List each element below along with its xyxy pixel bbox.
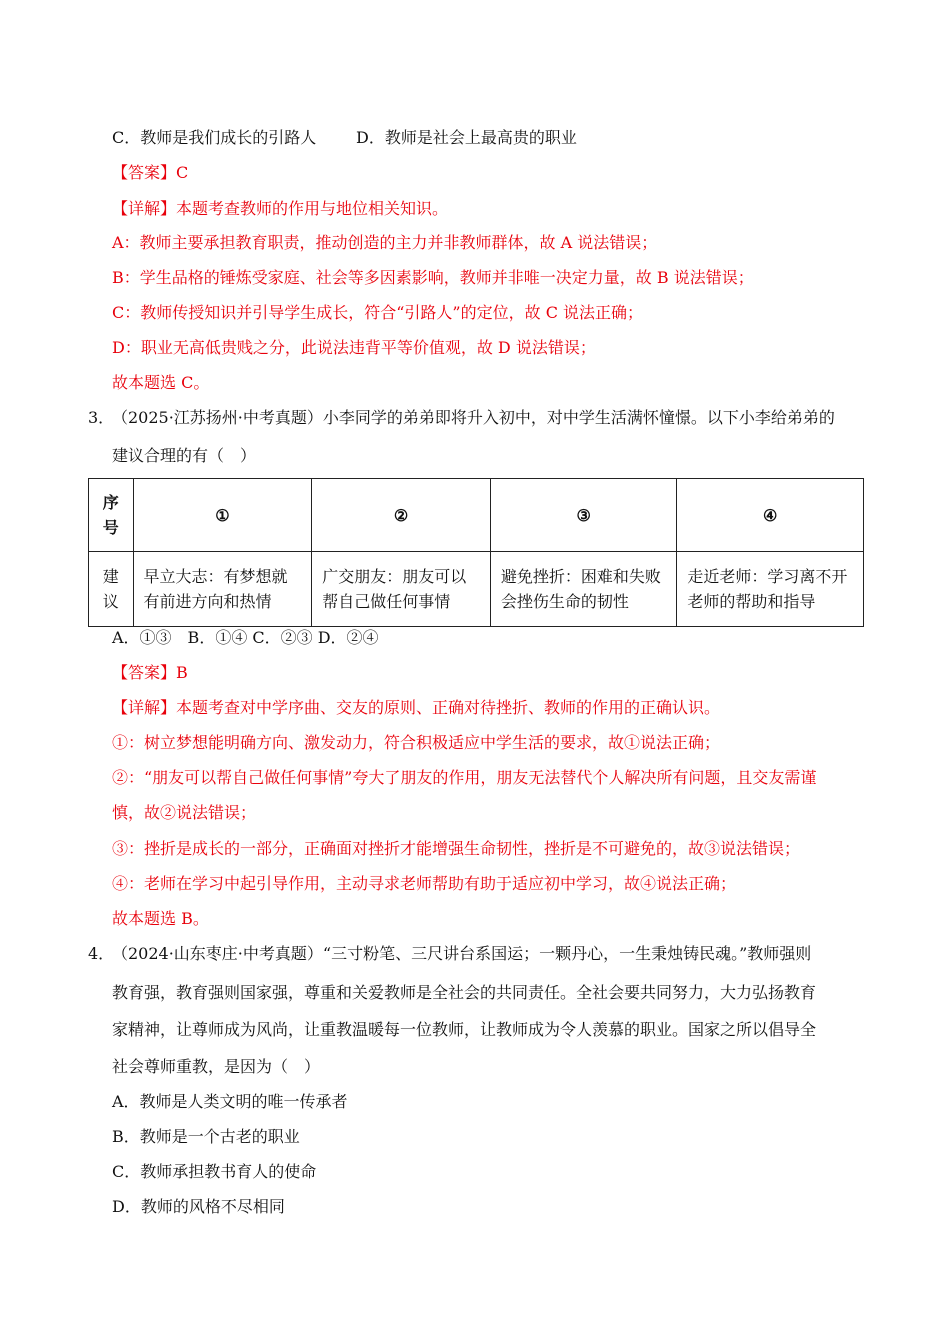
cell-text: 广交朋友：朋友可以 bbox=[322, 567, 467, 586]
explanation-line: A：教师主要承担教育职责，推动创造的主力并非教师群体，故 A 说法错误； bbox=[112, 233, 658, 252]
option-b: B．教师是一个古老的职业 bbox=[112, 1127, 300, 1146]
table-cell bbox=[490, 552, 677, 627]
table-header-row bbox=[89, 479, 864, 552]
question-stem: 教育强，教育强则国家强，尊重和关爱教师是全社会的共同责任。全社会要共同努力，大力弘扬教育 bbox=[112, 983, 817, 1002]
header-label-char: 序 bbox=[102, 493, 119, 512]
explanation-line: B：学生品格的锤炼受家庭、社会等多因素影响，教师并非唯一决定力量，故 B 说法错误； bbox=[112, 268, 754, 287]
question-stem: （2025·江苏扬州·中考真题）小李同学的弟弟即将升入初中，对中学生活满怀憧憬。以下小李给弟弟的 bbox=[112, 408, 835, 427]
cell-text: 会挫伤生命的韧性 bbox=[500, 592, 629, 611]
explanation-line: ④：老师在学习中起引导作用，主动寻求老师帮助有助于适应初中学习，故④说法正确； bbox=[112, 874, 737, 893]
column-header: ④ bbox=[677, 479, 864, 552]
table-header-label bbox=[89, 479, 134, 552]
question-stem: 社会尊师重教，是因为（ ） bbox=[112, 1057, 321, 1076]
question-number: 4． bbox=[88, 944, 115, 963]
explanation-line: 【详解】本题考查对中学序曲、交友的原则、正确对待挫折、教师的作用的正确认识。 bbox=[112, 698, 721, 717]
option-d: D．教师的风格不尽相同 bbox=[112, 1197, 285, 1216]
table-row bbox=[89, 552, 864, 627]
row-label-char: 建 bbox=[102, 567, 119, 586]
explanation-line: 【详解】本题考查教师的作用与地位相关知识。 bbox=[112, 199, 449, 218]
column-header: ① bbox=[133, 479, 312, 552]
option-c: C．教师是我们成长的引路人 bbox=[112, 128, 317, 147]
cell-text: 帮自己做任何事情 bbox=[322, 592, 451, 611]
question-stem: 建议合理的有（ ） bbox=[112, 446, 257, 465]
explanation-line: ③：挫折是成长的一部分，正确面对挫折才能增强生命韧性，挫折是不可避免的，故③说法错误； bbox=[112, 839, 801, 858]
table-cell bbox=[312, 552, 491, 627]
explanation-line: ②：“朋友可以帮自己做任何事情”夸大了朋友的作用，朋友无法替代个人解决所有问题，且交友需谨 bbox=[112, 768, 817, 787]
conclusion: 故本题选 C。 bbox=[112, 373, 210, 392]
table-cell bbox=[133, 552, 312, 627]
question-stem: 家精神，让尊师成为风尚，让重教温暖每一位教师，让教师成为令人羡慕的职业。国家之所以倡导全 bbox=[112, 1020, 817, 1039]
cell-text: 老师的帮助和指导 bbox=[687, 592, 816, 611]
cell-text: 早立大志：有梦想就 bbox=[143, 567, 288, 586]
table-row-label bbox=[89, 552, 134, 627]
conclusion: 故本题选 B。 bbox=[112, 909, 209, 928]
question-stem: （2024·山东枣庄·中考真题）“三寸粉笔、三尺讲台系国运；一颗丹心，一生秉烛铸民魂。”教师强则 bbox=[112, 944, 812, 963]
option-d: D．教师是社会上最高贵的职业 bbox=[356, 128, 577, 147]
explanation-line: C：教师传授知识并引导学生成长，符合“引路人”的定位，故 C 说法正确； bbox=[112, 303, 644, 322]
suggestion-table bbox=[88, 478, 864, 627]
explanation-line: ①：树立梦想能明确方向、激发动力，符合积极适应中学生活的要求，故①说法正确； bbox=[112, 733, 721, 752]
option-a: A．教师是人类文明的唯一传承者 bbox=[112, 1092, 348, 1111]
column-header: ② bbox=[312, 479, 491, 552]
cell-text: 走近老师：学习离不开 bbox=[687, 567, 848, 586]
answer-options: A．①③ B．①④ C．②③ D．②④ bbox=[112, 628, 379, 647]
table-cell bbox=[677, 552, 864, 627]
explanation-line: 慎，故②说法错误； bbox=[112, 803, 257, 822]
row-label-char: 议 bbox=[102, 592, 119, 611]
cell-text: 有前进方向和热情 bbox=[143, 592, 272, 611]
cell-text: 避免挫折：困难和失败 bbox=[500, 567, 661, 586]
explanation-line: D：职业无高低贵贱之分，此说法违背平等价值观，故 D 说法错误； bbox=[112, 338, 596, 357]
answer-label: 【答案】C bbox=[112, 163, 189, 182]
option-c: C．教师承担教书育人的使命 bbox=[112, 1162, 317, 1181]
question-number: 3． bbox=[88, 408, 115, 427]
column-header: ③ bbox=[490, 479, 677, 552]
answer-label: 【答案】B bbox=[112, 663, 188, 682]
header-label-char: 号 bbox=[102, 518, 119, 537]
